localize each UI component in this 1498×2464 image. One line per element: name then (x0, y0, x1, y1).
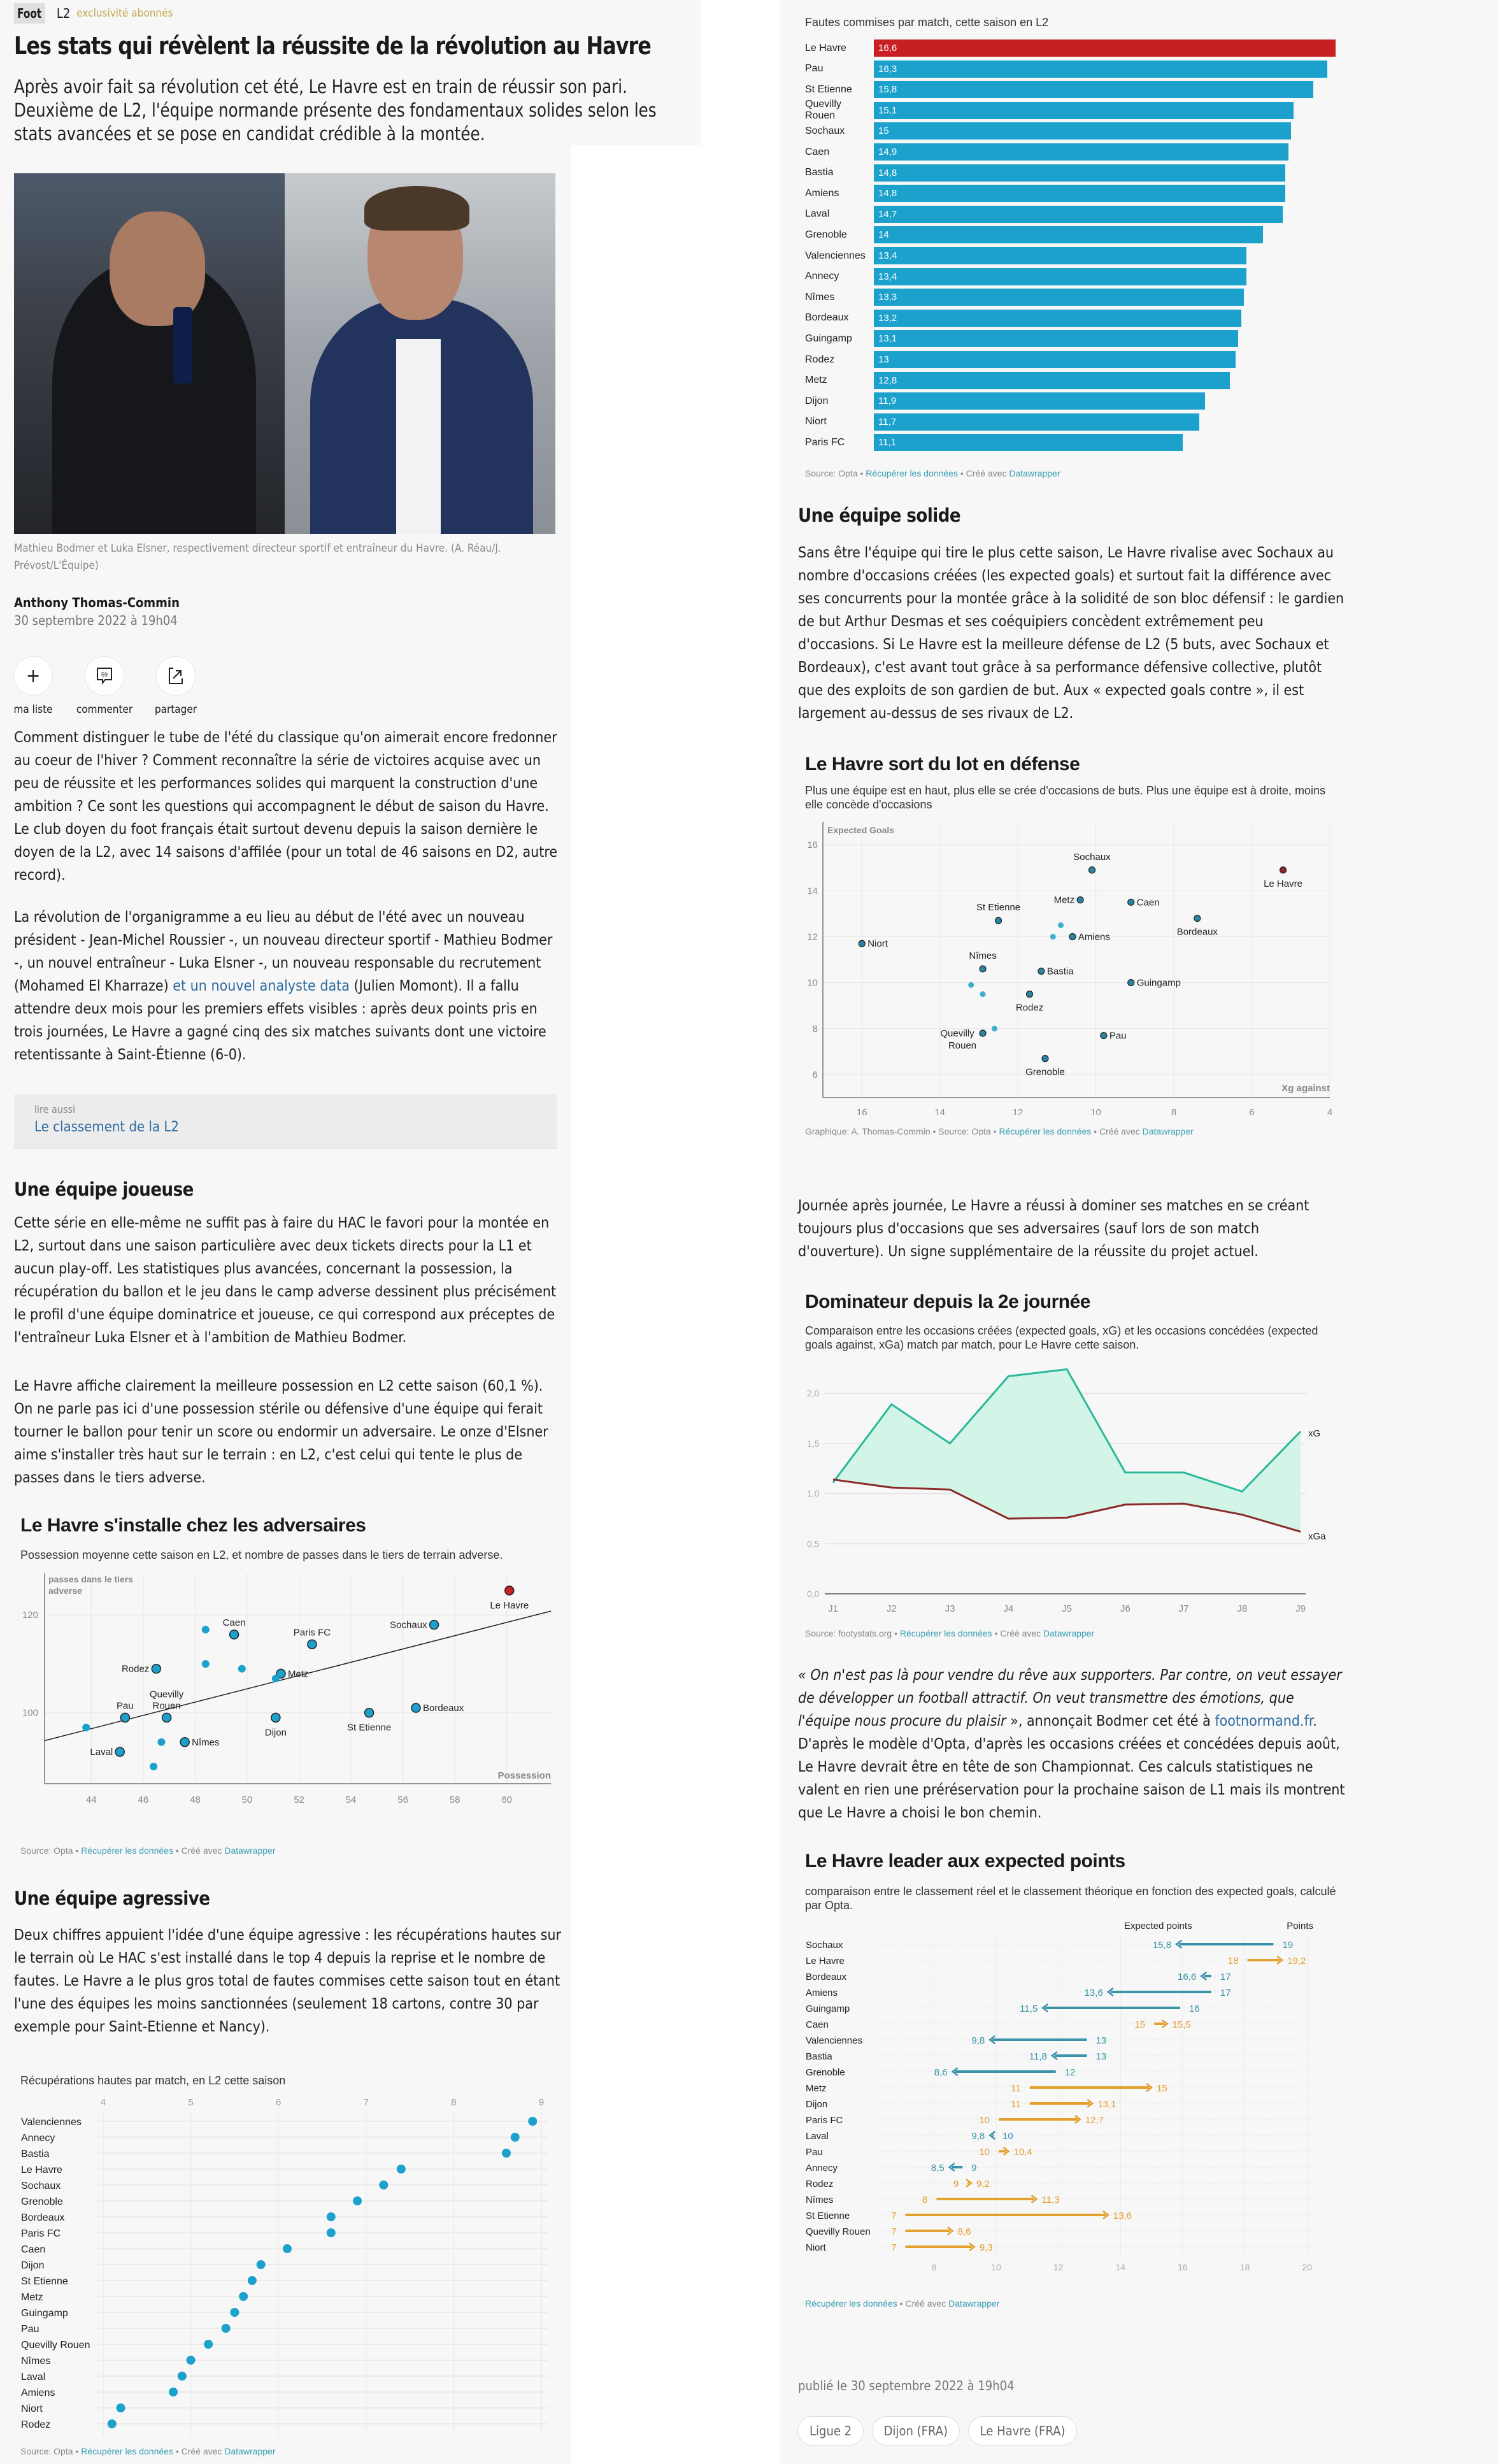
datawrapper-link[interactable]: Datawrapper (1009, 468, 1060, 478)
svg-text:15: 15 (1157, 2083, 1167, 2094)
section-tag-foot[interactable]: Foot (14, 3, 45, 24)
svg-text:13,6: 13,6 (1113, 2210, 1132, 2221)
svg-text:10: 10 (979, 2147, 990, 2158)
svg-text:4: 4 (100, 2097, 106, 2108)
svg-text:St Etienne: St Etienne (21, 2276, 68, 2287)
svg-text:59: 59 (101, 671, 108, 678)
paragraph: Comment distinguer le tube de l'été du classique qu'on aimerait encore fredonner au coeur de l'hiver ? Comment reconnaître la série de victoires acquise avec un peu de réussite et les performances solides qui marquent la construction d'une ambition ? Ce sont les questions qui accompagnent le début de saison du Havre. Le club doyen du foot français était surtout devenu depuis la saison dernière le doyen de la L2, avec 14 saisons d'affilée (pour un total de 46 saisons en D2, autre record). (14, 729, 558, 884)
svg-text:J5: J5 (1062, 1603, 1072, 1614)
svg-text:Laval: Laval (90, 1747, 113, 1758)
bar-row: Le Havre 16,6 (796, 39, 1350, 57)
recoveries-dot-chart (0, 2093, 573, 2449)
bar-row: Laval 14,7 (796, 206, 1350, 223)
svg-text:Caen: Caen (21, 2244, 46, 2255)
svg-text:Bordeaux: Bordeaux (423, 1703, 464, 1714)
svg-text:Bastia: Bastia (21, 2149, 50, 2160)
article-lead: Après avoir fait sa révolution cet été, Le Havre est en train de réussir son pari. Deuxième de L2, l'équipe normande présente des fondamentaux solides selon les stats avancées et se pose en candidat crédible à la montée. (14, 76, 657, 145)
paragraph: Cette série en elle-même ne suffit pas à faire du HAC le favori pour la montée en L2, surtout dans une saison particulière avec deux tickets directs pour la L1 et aucun play-off. Les statistiques plus avancées, concernant la possession, la récupération du ballon et le jeu dans le camp adverse dessinent plus précisément le profil d'une équipe dominatrice et joueuse, ce qui correspond aux préceptes de l'entraîneur Luka Elsner et à l'ambition de Mathieu Bodmer. (14, 1215, 557, 1346)
svg-text:Quevilly Rouen: Quevilly Rouen (806, 2226, 871, 2237)
paragraph: Sans être l'équipe qui tire le plus cette saison, Le Havre rivalise avec Sochaux au nombre d'occasions créées (les expected goals) et surtout fait la différence avec ses concurrents pour la montée grâce à la solidité de son bloc défensif : le gardien de but Arthur Desmas et ses coéquipiers concèdent extrêmement peu d'occasions. Si Le Havre est la meilleure défense de L2 (5 buts, avec Sochaux et Bordeaux), c'est avant tout grâce à sa performance défensive collective, plutôt que des exploits de son gardien de but. Aux « expected goals contre », il est largement au-dessus de ses rivaux de L2. (798, 545, 1345, 722)
tag-le-havre[interactable]: Le Havre (FRA) (968, 2416, 1078, 2446)
author-name[interactable]: Anthony Thomas-Commin (14, 595, 180, 610)
svg-text:46: 46 (138, 1794, 149, 1805)
bar-row: Sochaux 15 (796, 122, 1350, 140)
svg-text:9,3: 9,3 (979, 2242, 993, 2253)
kicker (14, 4, 173, 23)
svg-text:Le Havre: Le Havre (806, 1956, 845, 1966)
svg-text:J1: J1 (828, 1603, 838, 1614)
svg-text:16: 16 (856, 1107, 867, 1115)
comment-button[interactable] (76, 656, 133, 716)
svg-text:17: 17 (1220, 1972, 1231, 1982)
svg-text:Grenoble: Grenoble (21, 2196, 63, 2207)
bar-row: Bordeaux 13,2 (796, 310, 1350, 327)
svg-text:Points: Points (1287, 1921, 1313, 1931)
read-also-box[interactable] (14, 1094, 557, 1149)
svg-text:9,2: 9,2 (976, 2179, 990, 2189)
svg-text:Sochaux: Sochaux (390, 1619, 427, 1631)
share-label: partager (154, 703, 197, 716)
svg-text:15: 15 (1134, 2019, 1146, 2030)
bar-row: Paris FC 11,1 (796, 434, 1350, 451)
section-tag-l2[interactable]: L2 (56, 6, 71, 21)
xg-scatter-chart (796, 815, 1350, 1115)
chart-title: Dominateur depuis la 2e journée (805, 1291, 1090, 1312)
svg-text:8: 8 (922, 2195, 928, 2205)
svg-text:Paris FC: Paris FC (806, 2115, 843, 2126)
svg-text:11: 11 (1011, 2083, 1021, 2094)
svg-text:Rodez: Rodez (806, 2179, 834, 2189)
section-heading: Une équipe joueuse (14, 1178, 194, 1200)
svg-text:Grenoble: Grenoble (806, 2067, 845, 2078)
svg-text:Bordeaux: Bordeaux (806, 1972, 847, 1982)
photo-bodmer (14, 173, 285, 534)
svg-text:18: 18 (1239, 2262, 1250, 2272)
bar-row: Grenoble 14 (796, 226, 1350, 243)
bar-row: Dijon 11,9 (796, 392, 1350, 410)
svg-text:Sochaux: Sochaux (1073, 851, 1111, 863)
svg-text:J8: J8 (1237, 1603, 1248, 1614)
svg-text:Dijon: Dijon (21, 2260, 45, 2271)
svg-text:Possession: Possession (497, 1770, 551, 1781)
page-title: Les stats qui révèlent la réussite de la révolution au Havre (14, 32, 651, 60)
svg-text:St Etienne: St Etienne (976, 902, 1021, 913)
bar-row: Pau 16,3 (796, 61, 1350, 78)
svg-text:12: 12 (1012, 1107, 1024, 1115)
svg-text:J6: J6 (1120, 1603, 1131, 1614)
datawrapper-link[interactable]: Datawrapper (1142, 1126, 1194, 1136)
svg-text:15,5: 15,5 (1172, 2019, 1191, 2030)
svg-text:St Etienne: St Etienne (347, 1722, 392, 1733)
share-button[interactable] (154, 656, 197, 716)
chart-title: Fautes commises par match, cette saison en L2 (805, 16, 1049, 29)
svg-text:Guingamp: Guingamp (1136, 977, 1181, 989)
photo-caption: Mathieu Bodmer et Luka Elsner, respectivement directeur sportif et entraîneur du Havre. (A. Réau/J. Prévost/L'Équipe) (14, 542, 501, 572)
svg-text:xGa: xGa (1308, 1531, 1326, 1542)
svg-text:passes dans le tiers: passes dans le tiers (48, 1574, 134, 1584)
expected-points-chart (796, 1917, 1350, 2293)
footnormand-link[interactable]: footnormand.fr (1215, 1713, 1313, 1730)
svg-text:Sochaux: Sochaux (21, 2181, 61, 2191)
svg-text:Metz: Metz (21, 2292, 43, 2303)
svg-text:8,6: 8,6 (957, 2226, 971, 2237)
svg-text:18: 18 (1227, 1956, 1239, 1966)
svg-text:Valenciennes: Valenciennes (806, 2035, 862, 2046)
svg-text:11,3: 11,3 (1041, 2195, 1060, 2205)
svg-text:Laval: Laval (21, 2372, 46, 2382)
bar-row: Nîmes 13,3 (796, 289, 1350, 306)
svg-text:13: 13 (1095, 2035, 1107, 2046)
read-also-link[interactable]: Le classement de la L2 (34, 1119, 180, 1135)
svg-text:Quevilly: Quevilly (149, 1689, 184, 1700)
chart-subtitle: Comparaison entre les occasions créées (expected goals, xG) et les occasions concédées (expected goals against, xGa) match par match, pour Le Havre cette saison. (805, 1324, 1318, 1351)
chart-subtitle: Plus une équipe est en haut, plus elle se crée d'occasions de buts. Plus une équipe est à droite, moins elle concède d'occasions (805, 784, 1325, 811)
svg-text:19: 19 (1282, 1940, 1294, 1951)
chart-title: Le Havre s'installe chez les adversaires (20, 1515, 366, 1536)
bar-row: Amiens 14,8 (796, 185, 1350, 202)
svg-text:Xg against: Xg against (1281, 1083, 1330, 1094)
svg-text:1,0: 1,0 (807, 1488, 820, 1499)
svg-text:0,0: 0,0 (807, 1589, 820, 1599)
svg-text:Le Havre: Le Havre (490, 1600, 529, 1611)
svg-text:Niort: Niort (867, 938, 888, 950)
svg-text:Pau: Pau (806, 2147, 823, 2158)
svg-text:J2: J2 (886, 1603, 897, 1614)
svg-text:7: 7 (363, 2097, 369, 2108)
svg-text:8: 8 (1171, 1107, 1177, 1115)
bar-row: Guingamp 13,1 (796, 330, 1350, 347)
svg-text:Caen: Caen (1136, 897, 1160, 908)
get-data-link[interactable]: Récupérer les données (866, 468, 958, 478)
svg-text:0,5: 0,5 (807, 1538, 820, 1549)
svg-text:Guingamp: Guingamp (21, 2308, 68, 2319)
svg-text:Laval: Laval (806, 2131, 829, 2142)
chart-footer: Source: Opta • Récupérer les données • Créé avec Datawrapper (20, 1845, 276, 1856)
photo-elsner (285, 173, 555, 534)
comment-icon (85, 656, 124, 696)
share-icon (156, 656, 196, 696)
get-data-link[interactable]: Récupérer les données (999, 1126, 1092, 1136)
svg-text:17: 17 (1220, 1988, 1231, 1998)
svg-text:Nîmes: Nîmes (806, 2195, 834, 2205)
svg-text:56: 56 (397, 1794, 408, 1805)
svg-text:Bordeaux: Bordeaux (1176, 926, 1218, 938)
svg-text:Bastia: Bastia (806, 2051, 832, 2062)
svg-text:J4: J4 (1003, 1603, 1014, 1614)
svg-text:6: 6 (812, 1069, 818, 1080)
svg-text:16: 16 (1178, 2262, 1188, 2272)
svg-text:St Etienne: St Etienne (806, 2210, 850, 2221)
svg-text:15,8: 15,8 (1152, 1940, 1172, 1951)
svg-text:xG: xG (1308, 1428, 1321, 1440)
svg-text:13,1: 13,1 (1097, 2099, 1116, 2110)
paragraph: La révolution de l'organigramme a eu lieu au début de l'été avec un nouveau président - Jean-Michel Roussier -, un nouveau directeur sportif - Mathieu Bodmer -, un nouvel entraîneur - Luka Elsner -, un nouveau responsable du recrutement (Mohamed El Kharraze) et un nouvel analyste data (Julien Momont). Il a fallu attendre deux mois pour les premiers effets visibles : après deux points pris en trois journées, Le Havre a gagné cinq des six matches suivants dont une victoire retentissante à Saint-Étienne (6-0). (14, 909, 553, 1063)
svg-text:Pau: Pau (21, 2324, 39, 2335)
svg-text:Pau: Pau (1109, 1030, 1127, 1042)
add-to-list-button[interactable] (14, 656, 52, 716)
svg-text:Niort: Niort (21, 2403, 43, 2414)
svg-text:14: 14 (807, 885, 818, 897)
svg-text:Le Havre: Le Havre (21, 2165, 62, 2175)
svg-text:Amiens: Amiens (21, 2388, 55, 2398)
datawrapper-link[interactable]: Datawrapper (948, 2298, 1000, 2309)
bar-row: Annecy 13,4 (796, 268, 1350, 285)
svg-text:10: 10 (979, 2115, 990, 2126)
svg-text:Annecy: Annecy (21, 2133, 55, 2144)
svg-text:10: 10 (991, 2262, 1001, 2272)
svg-text:Paris FC: Paris FC (293, 1627, 331, 1638)
xg-line-chart (796, 1357, 1350, 1618)
svg-text:8: 8 (451, 2097, 457, 2108)
svg-text:6: 6 (276, 2097, 282, 2108)
bar-row: Niort 11,7 (796, 413, 1350, 431)
bar-row: Quevilly Rouen 15,1 (796, 102, 1350, 119)
svg-text:13: 13 (1095, 2051, 1107, 2062)
bar-row: St Etienne 15,8 (796, 81, 1350, 98)
chart-footer: Source: footystats.org • Récupérer les données • Créé avec Datawrapper (805, 1628, 1095, 1638)
svg-text:Amiens: Amiens (1078, 931, 1110, 943)
svg-text:Rouen: Rouen (948, 1040, 977, 1051)
svg-text:6: 6 (1249, 1107, 1255, 1115)
svg-text:16: 16 (1188, 2003, 1200, 2014)
svg-text:Caen: Caen (806, 2019, 829, 2030)
svg-text:58: 58 (449, 1794, 460, 1805)
svg-text:60: 60 (501, 1794, 513, 1805)
svg-text:44: 44 (86, 1794, 97, 1805)
svg-text:Niort: Niort (806, 2242, 826, 2253)
paragraph: Deux chiffres appuient l'idée d'une équipe agressive : les récupérations hautes sur le terrain où Le HAC s'est installé dans le top 4 depuis la reprise et le nombre de fautes. Le Havre a le plus gros total de fautes commises cette saison tout en étant l'une des équipes les moins sanctionnées (seulement 18 cartons, contre 30 par exemple pour Saint-Etienne et Nancy). (14, 1927, 562, 2035)
bar-row: Valenciennes 13,4 (796, 247, 1350, 264)
publish-date: 30 septembre 2022 à 19h04 (14, 613, 178, 628)
svg-text:Paris FC: Paris FC (21, 2228, 61, 2239)
chart-subtitle: comparaison entre le classement réel et le classement théorique en fonction des expected goals, calculé par Opta. (805, 1885, 1336, 1912)
paragraph: Journée après journée, Le Havre a réussi à dominer ses matches en se créant toujours plus d'occasions que ses adversaires (sauf lors de son match d'ouverture). Un signe supplémentaire de la réussite du projet actuel. (798, 1198, 1309, 1260)
svg-text:9,8: 9,8 (971, 2035, 985, 2046)
svg-text:J9: J9 (1295, 1603, 1306, 1614)
bar-row: Rodez 13 (796, 351, 1350, 368)
get-data-link[interactable]: Récupérer les données (899, 1628, 992, 1638)
svg-text:12: 12 (807, 931, 818, 943)
svg-text:Nîmes: Nîmes (192, 1737, 220, 1748)
svg-text:2,0: 2,0 (807, 1388, 820, 1399)
svg-text:8,5: 8,5 (931, 2163, 945, 2174)
chart-subtitle: Possession moyenne cette saison en L2, et nombre de passes dans le tiers de terrain adverse. (20, 1549, 503, 1561)
chart-footer: Graphique: A. Thomas-Commin • Source: Opta • Récupérer les données • Créé avec Datawrapper (805, 1126, 1194, 1136)
svg-text:12: 12 (1064, 2067, 1076, 2078)
svg-text:20: 20 (1302, 2262, 1313, 2272)
svg-text:13,6: 13,6 (1084, 1988, 1103, 1998)
svg-text:11,5: 11,5 (1020, 2003, 1038, 2014)
published-date: publié le 30 septembre 2022 à 19h04 (798, 2378, 1015, 2393)
svg-text:Nîmes: Nîmes (969, 950, 997, 961)
svg-text:8: 8 (931, 2262, 937, 2272)
svg-text:9: 9 (971, 2163, 977, 2174)
svg-text:adverse: adverse (48, 1586, 82, 1596)
svg-text:9: 9 (538, 2097, 545, 2108)
bar-row: Caen 14,9 (796, 143, 1350, 161)
bar-row: Bastia 14,8 (796, 164, 1350, 182)
svg-text:Annecy: Annecy (806, 2163, 838, 2174)
tag-ligue-2[interactable]: Ligue 2 (797, 2416, 864, 2446)
svg-text:J7: J7 (1178, 1603, 1189, 1614)
chart-title: Récupérations hautes par match, en L2 cette saison (20, 2074, 286, 2087)
svg-text:Le Havre: Le Havre (1264, 878, 1302, 889)
section-heading: Une équipe agressive (14, 1887, 210, 1909)
svg-text:Metz: Metz (806, 2083, 827, 2094)
article-actions (14, 656, 195, 716)
svg-text:7: 7 (891, 2210, 897, 2221)
svg-text:Bordeaux: Bordeaux (21, 2212, 65, 2223)
svg-text:Amiens: Amiens (806, 1988, 838, 1998)
svg-text:14: 14 (1115, 2262, 1126, 2272)
article-photo[interactable] (14, 173, 555, 534)
svg-text:11,8: 11,8 (1029, 2051, 1047, 2062)
chart-footer: Source: Opta • Récupérer les données • Créé avec Datawrapper (805, 468, 1060, 478)
svg-text:Expected Goals: Expected Goals (827, 825, 895, 835)
svg-text:8: 8 (812, 1023, 818, 1035)
svg-text:52: 52 (294, 1794, 304, 1805)
svg-text:Metz: Metz (1053, 894, 1075, 906)
svg-text:Dijon: Dijon (264, 1727, 287, 1738)
paragraph: Le Havre affiche clairement la meilleure possession en L2 cette saison (60,1 %). On ne parle pas ici d'une possession stérile ou défensive d'une équipe qui ferait tourner le ballon pour tenir un score ou endormir un adversaire. Le onze d'Elsner aime s'installer très haut sur le terrain : en L2, c'est celui qui tente le plus de passes dans le tiers adverse. (14, 1378, 548, 1486)
get-data-link[interactable]: Récupérer les données (805, 2298, 897, 2309)
get-data-link[interactable]: Récupérer les données (81, 1845, 173, 1856)
svg-text:Rouen: Rouen (152, 1700, 181, 1712)
svg-text:7: 7 (891, 2226, 897, 2237)
chart-title: Le Havre sort du lot en défense (805, 754, 1080, 775)
svg-text:J3: J3 (945, 1603, 955, 1614)
tag-list (797, 2416, 1082, 2446)
svg-text:8,6: 8,6 (934, 2067, 948, 2078)
comment-label: commenter (76, 703, 133, 716)
chart-footer: Source: Opta • Récupérer les données • Créé avec Datawrapper (20, 2446, 276, 2456)
svg-text:11: 11 (1011, 2099, 1021, 2110)
subscriber-badge: exclusivité abonnés (76, 7, 173, 20)
svg-text:48: 48 (190, 1794, 201, 1805)
svg-text:1,5: 1,5 (807, 1438, 820, 1449)
svg-text:Rodez: Rodez (1015, 1002, 1044, 1014)
svg-text:9: 9 (953, 2179, 959, 2189)
datawrapper-link[interactable]: Datawrapper (224, 2446, 276, 2456)
svg-text:50: 50 (241, 1794, 253, 1805)
svg-text:16: 16 (807, 840, 818, 851)
svg-text:12,7: 12,7 (1085, 2115, 1104, 2126)
svg-text:Sochaux: Sochaux (806, 1940, 843, 1951)
svg-text:Rodez: Rodez (121, 1663, 150, 1675)
chart-title: Le Havre leader aux expected points (805, 1851, 1125, 1872)
possession-scatter-chart (0, 1567, 573, 1828)
chart-footer: Récupérer les données • Créé avec Datawrapper (805, 2298, 1000, 2309)
svg-text:Grenoble: Grenoble (1025, 1066, 1065, 1078)
add-to-list-label: ma liste (13, 703, 53, 716)
tag-dijon[interactable]: Dijon (FRA) (872, 2416, 960, 2446)
svg-text:14: 14 (934, 1107, 946, 1115)
svg-text:5: 5 (188, 2097, 194, 2108)
svg-text:10,4: 10,4 (1013, 2147, 1032, 2158)
analyst-link[interactable]: et un nouvel analyste data (173, 978, 350, 994)
datawrapper-link[interactable]: Datawrapper (224, 1845, 276, 1856)
svg-text:Rodez: Rodez (21, 2419, 51, 2430)
svg-text:Expected points: Expected points (1124, 1921, 1192, 1931)
plus-icon: + (13, 656, 53, 696)
datawrapper-link[interactable]: Datawrapper (1043, 1628, 1095, 1638)
svg-text:Guingamp: Guingamp (806, 2003, 850, 2014)
svg-text:10: 10 (1090, 1107, 1101, 1115)
svg-text:4: 4 (1327, 1107, 1333, 1115)
section-heading: Une équipe solide (798, 505, 961, 526)
svg-text:Pau: Pau (117, 1700, 134, 1712)
get-data-link[interactable]: Récupérer les données (81, 2446, 173, 2456)
read-also-label: lire aussi (34, 1103, 75, 1115)
svg-text:Quevilly: Quevilly (940, 1028, 974, 1039)
svg-text:Valenciennes: Valenciennes (21, 2117, 82, 2128)
svg-text:Caen: Caen (222, 1617, 246, 1628)
paragraph: « On n'est pas là pour vendre du rêve aux supporters. Par contre, on veut essayer de développer un football attractif. On veut transmettre des émotions, que l'équipe nous procure du plaisir », annonçait Bodmer cet été à footnormand.fr. D'après le modèle d'Opta, d'après les occasions créées et concédées depuis août, Le Havre devrait être en tête de son Championnat. Ces calculs statistiques ne valent en rien une préréservation pour la prochaine saison de L1 mais ils montrent que Le Havre a choisi le bon chemin. (798, 1667, 1345, 1821)
svg-text:Metz: Metz (288, 1668, 309, 1680)
svg-text:Quevilly Rouen: Quevilly Rouen (21, 2340, 90, 2351)
svg-text:10: 10 (807, 977, 818, 989)
svg-text:Dijon: Dijon (806, 2099, 828, 2110)
svg-text:120: 120 (22, 1610, 38, 1621)
svg-text:Bastia: Bastia (1046, 966, 1074, 977)
svg-text:100: 100 (22, 1707, 38, 1719)
bar-row: Metz 12,8 (796, 372, 1350, 389)
svg-text:16,6: 16,6 (1178, 1972, 1197, 1982)
svg-text:10: 10 (1002, 2131, 1013, 2142)
svg-text:7: 7 (891, 2242, 897, 2253)
svg-text:Nîmes: Nîmes (21, 2356, 51, 2367)
svg-text:54: 54 (345, 1794, 357, 1805)
svg-text:9,8: 9,8 (971, 2131, 985, 2142)
svg-text:19,2: 19,2 (1287, 1956, 1306, 1966)
svg-text:12: 12 (1053, 2262, 1064, 2272)
